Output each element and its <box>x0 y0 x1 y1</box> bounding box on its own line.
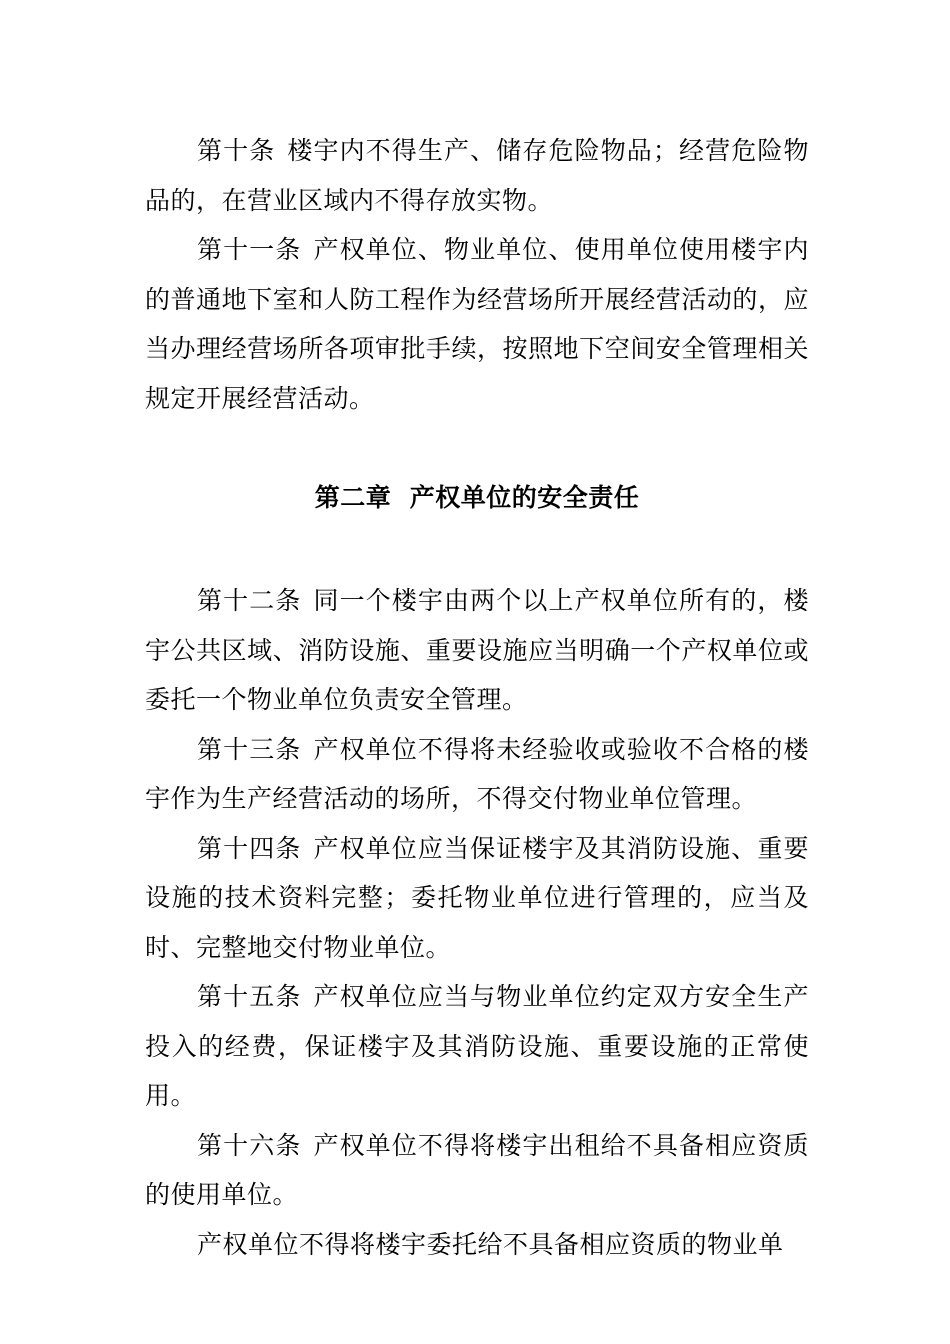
article-number: 第十四条 <box>197 833 302 863</box>
article-text: 产权单位不得将楼宇委托给不具备相应资质的物业单 <box>197 1229 784 1259</box>
article-14 <box>145 824 809 973</box>
article-16-continued <box>145 1220 809 1270</box>
article-11 <box>145 225 809 423</box>
article-text: 产权单位应当与物业单位约定双方安全生产投入的经费，保证楼宇及其消防设施、重要设施的正常使用。 <box>145 982 809 1110</box>
chapter-section <box>145 473 809 523</box>
chapter-title: 第二章 产权单位的安全责任 <box>314 483 640 512</box>
article-number: 第十五条 <box>197 982 302 1011</box>
bottom-section <box>145 576 809 1269</box>
article-text: 产权单位不得将楼宇出租给不具备相应资质的使用单位。 <box>145 1130 809 1209</box>
top-section <box>145 126 809 423</box>
article-text: 楼宇内不得生产、储存危险物品；经营危险物品的，在营业区域内不得存放实物。 <box>145 136 809 215</box>
article-text: 产权单位应当保证楼宇及其消防设施、重要设施的技术资料完整；委托物业单位进行管理的，应当及时、完整地交付物业单位。 <box>145 833 809 962</box>
article-number: 第十三条 <box>197 734 302 764</box>
article-13 <box>145 725 809 824</box>
article-number: 第十六条 <box>197 1130 302 1160</box>
article-15 <box>145 972 809 1121</box>
article-16 <box>145 1121 809 1220</box>
article-10 <box>145 126 809 225</box>
article-number: 第十二条 <box>197 586 302 615</box>
article-text: 产权单位不得将未经验收或验收不合格的楼宇作为生产经营活动的场所，不得交付物业单位管理。 <box>145 734 809 813</box>
article-number: 第十一条 <box>197 235 302 264</box>
article-text: 同一个楼宇由两个以上产权单位所有的，楼宇公共区域、消防设施、重要设施应当明确一个产权单位或委托一个物业单位负责安全管理。 <box>145 586 809 714</box>
article-text: 产权单位、物业单位、使用单位使用楼宇内的普通地下室和人防工程作为经营场所开展经营活动的，应当办理经营场所各项审批手续，按照地下空间安全管理相关规定开展经营活动。 <box>145 235 809 413</box>
article-12 <box>145 576 809 725</box>
article-number: 第十条 <box>197 136 276 165</box>
